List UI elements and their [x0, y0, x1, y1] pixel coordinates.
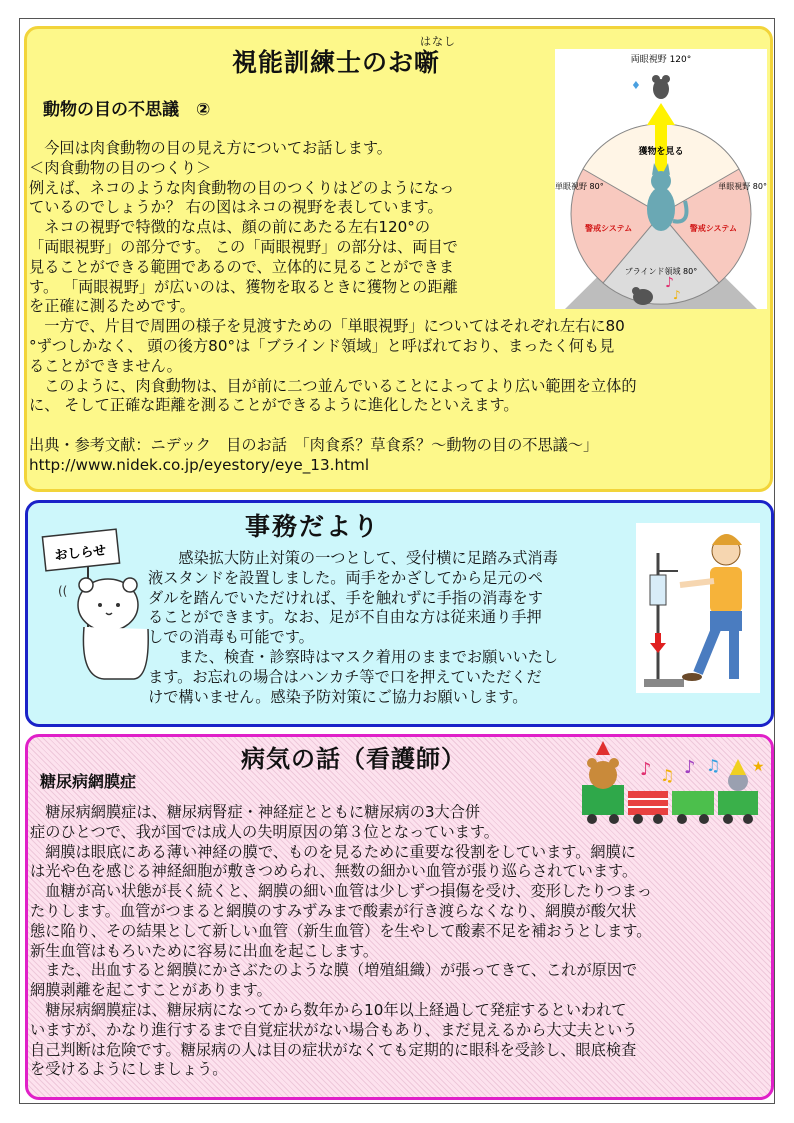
text-line: このように、肉食動物は、目が前に二つ並んでいることによってより広い範囲を立体的: [29, 376, 637, 395]
text-line: を受けるようにしましょう。: [30, 1060, 228, 1079]
disease-talk-narrow-block: [30, 803, 590, 823]
text-line: 症のひとつで、我が国では成人の失明原因の第３位となっています。: [30, 822, 499, 841]
svg-text:♪: ♪: [684, 757, 696, 778]
text-line: を正確に測るためです。: [29, 297, 195, 316]
text-line: 網膜は眼底にある薄い神経の膜で、ものを見るために重要な役割をしています。網膜に: [30, 842, 636, 861]
text-line: いますが、かなり進行するまで自覚症状がない場合もあり、まだ見えるから大丈夫という: [30, 1020, 638, 1039]
disease-talk-subtitle: 糖尿病網膜症: [40, 772, 137, 791]
text-line: 感染拡大防止対策の一つとして、受付横に足踏み式消毒: [148, 549, 558, 567]
office-news-title: 事務だより: [245, 512, 381, 541]
text-line: 糖尿病網膜症は、糖尿病腎症・神経症とともに糖尿病の3大合併: [30, 803, 481, 821]
text-line: ることができません。: [29, 356, 182, 375]
source-citation: 出典・参考文献：ニデック 目のお話 「肉食系？草食系？～動物の目の不思議～」: [29, 435, 599, 454]
text-line: 網膜剥離を起こすことがあります。: [30, 981, 272, 1000]
source-url: http://www.nidek.co.jp/eyestory/eye_13.html: [29, 455, 370, 474]
svg-text:★: ★: [752, 759, 765, 775]
eye-story-narrow-block: [29, 139, 554, 317]
text-line: 今回は肉食動物の目の見え方についてお話します。: [29, 139, 392, 157]
notice-sign-text: おしらせ: [53, 543, 107, 564]
text-line: す。 「両眼視野」が広いのは、獲物を取るときに獲物との距離: [29, 277, 458, 296]
text-line: 液スタンドを設置しました。両手をかざしてから足元のペ: [148, 568, 543, 587]
disease-talk-title: 病気の話（看護師）: [241, 745, 466, 773]
eye-story-section: [24, 26, 773, 492]
text-line: に、 そして正確な距離を測ることができるように進化したといえます。: [29, 396, 519, 415]
eye-story-body: [29, 139, 771, 476]
bear-sign-illustration: [40, 527, 150, 687]
text-line: 例えば、ネコのような肉食動物の目のつくりはどのようになっ: [29, 178, 455, 197]
left-alert-label: 警戒システム: [585, 224, 633, 233]
text-line: また、出血すると網膜にかさぶたのような膜（増殖組織）が張ってきて、これが原因で: [30, 961, 638, 980]
text-line: °ずつしかなく、 頭の後方80°は「ブラインド領域」と呼ばれており、まったく何も見: [29, 336, 615, 355]
text-line: たりします。血管がつまると網膜のすみずみまで酸素が行き渡らなくなり、網膜が酸欠状: [30, 901, 637, 920]
svg-text:((: ((: [58, 584, 68, 598]
text-line: ているのでしょうか？ 右の図はネコの視野を表しています。: [29, 198, 443, 217]
binocular-label: 両眼視野 120°: [630, 55, 692, 65]
text-line: 糖尿病網膜症は、糖尿病になってから数年から10年以上経過して発症するといわれて: [30, 1000, 627, 1019]
text-line: 自己判断は危険です。糖尿病の人は目の症状がなくても定期的に眼科を受診し、眼底検査: [30, 1040, 637, 1059]
text-line: ます。お忘れの場合はハンカチ等で口を押えていただくだ: [148, 667, 542, 686]
svg-text:♪: ♪: [640, 759, 652, 780]
text-line: しでの消毒も可能です。: [148, 628, 314, 647]
eye-story-title: 視能訓練士のお噺: [232, 48, 441, 77]
svg-text:♫: ♫: [706, 756, 721, 775]
eye-story-subtitle: 動物の目の不思議 ②: [43, 100, 211, 120]
svg-text:♦: ♦: [631, 79, 641, 92]
office-news-section: [25, 500, 774, 727]
text-line: 血糖が高い状態が長く続くと、網膜の細い血管は少しずつ損傷を受け、変形したりつまっ: [30, 882, 653, 901]
text-line: ることができます。なお、足が不自由な方は従来通り手押: [148, 608, 542, 627]
prey-label: 獲物を見る: [638, 147, 684, 157]
text-line: 一方で、片目で周囲の様子を見渡すための「単眼視野」についてはそれぞれ左右に80: [29, 317, 625, 336]
blind-label: ブラインド領域 80°: [624, 267, 698, 276]
text-line: けで構いません。感染予防対策にご協力お願いします。: [148, 687, 528, 706]
disease-talk-body: [30, 803, 772, 1080]
text-line: ＜肉食動物の目のつくり＞: [29, 158, 212, 177]
office-news-body: [148, 549, 638, 707]
text-line: ネコの視野で特徴的な点は、顔の前にあたる左右120°の: [29, 218, 431, 237]
text-line: また、検査・診察時はマスク着用のままでお願いいたし: [148, 647, 559, 666]
left-monocular-label: 単眼視野 80°: [555, 182, 604, 191]
right-alert-label: 警戒システム: [689, 224, 737, 233]
text-line: 態に陥り、その結果として新しい血管（新生血管）を生やして酸素不足を補おうとします。: [30, 921, 652, 940]
svg-text:♪: ♪: [665, 275, 674, 291]
right-monocular-label: 単眼視野 80°: [718, 182, 767, 191]
svg-text:♫: ♫: [660, 766, 675, 785]
text-line: 「両眼視野」の部分です。 この「両眼視野」の部分は、両目で: [29, 237, 458, 256]
sanitizer-person-illustration: [636, 523, 760, 693]
disease-talk-section: [25, 734, 774, 1100]
text-line: は光や色を感じる神経細胞が敷きつめられ、無数の細かい血管が張り巡らされています。: [30, 862, 638, 881]
text-line: ダルを踏んでいただければ、手を触れずに手指の消毒をす: [148, 588, 543, 607]
title-ruby: はなし: [420, 35, 456, 48]
text-line: 見ることができる範囲であるので、立体的に見ることができま: [29, 257, 454, 276]
svg-text:♪: ♪: [673, 288, 681, 302]
text-line: 新生血管はもろいために容易に出血を起こします。: [30, 941, 379, 960]
